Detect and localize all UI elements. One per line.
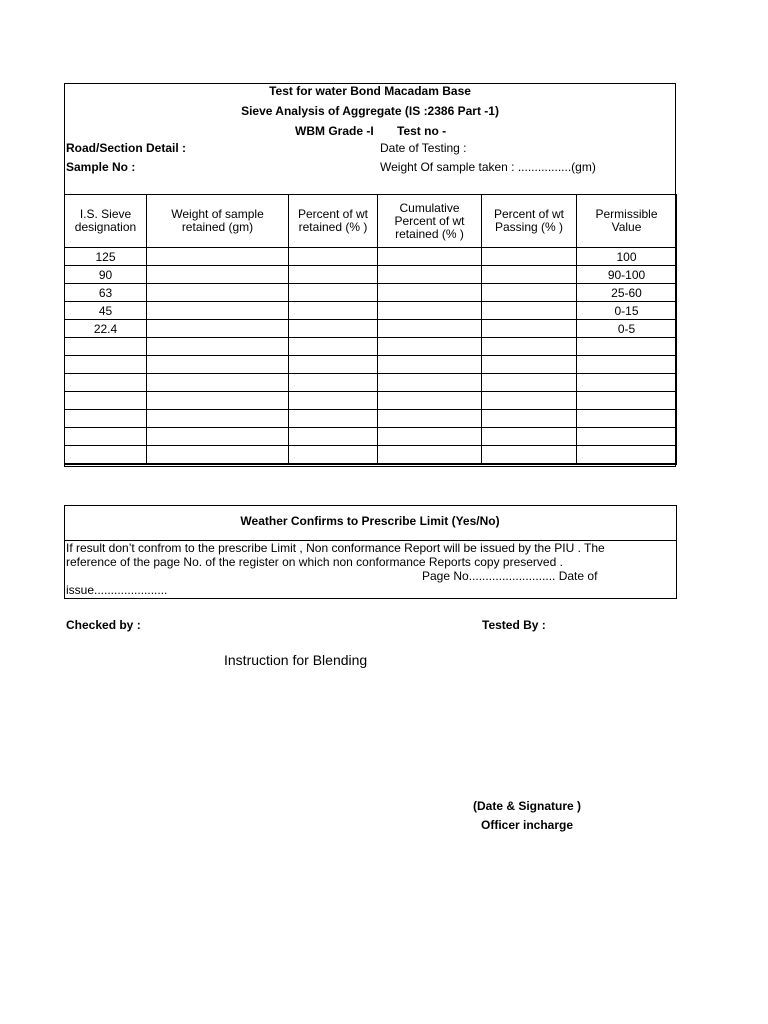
empty-cell[interactable]	[289, 392, 378, 410]
empty-cell[interactable]	[65, 392, 147, 410]
empty-cell[interactable]	[289, 374, 378, 392]
empty-cell[interactable]	[147, 338, 289, 356]
cumulative-cell[interactable]	[378, 302, 482, 320]
sieve-table	[64, 194, 677, 465]
table-header-row	[65, 195, 677, 248]
empty-cell[interactable]	[147, 446, 289, 465]
table-row	[65, 374, 677, 392]
col-permissible-value: Permissible Value	[577, 195, 677, 248]
col-cumulative-percent: Cumulative Percent of wt retained (% )	[378, 195, 482, 248]
instruction-heading: Instruction for Blending	[224, 652, 368, 668]
sieve-cell: 63	[65, 284, 147, 302]
form-title: Test for water Bond Macadam Base	[269, 84, 471, 98]
empty-cell[interactable]	[577, 356, 677, 374]
empty-cell[interactable]	[147, 428, 289, 446]
empty-cell[interactable]	[147, 374, 289, 392]
col-percent-passing: Percent of wt Passing (% )	[482, 195, 577, 248]
permissible-cell: 0-15	[577, 302, 677, 320]
empty-cell[interactable]	[378, 392, 482, 410]
permissible-cell: 0-5	[577, 320, 677, 338]
table-row	[65, 320, 677, 338]
permissible-cell: 100	[577, 248, 677, 266]
weight-cell[interactable]	[147, 266, 289, 284]
cumulative-cell[interactable]	[378, 284, 482, 302]
percent-retained-cell[interactable]	[289, 302, 378, 320]
table-row	[65, 428, 677, 446]
table-row	[65, 338, 677, 356]
empty-cell[interactable]	[577, 446, 677, 465]
empty-cell[interactable]	[65, 356, 147, 374]
tested-by-label: Tested By :	[482, 618, 546, 632]
empty-cell[interactable]	[482, 338, 577, 356]
empty-cell[interactable]	[147, 392, 289, 410]
empty-cell[interactable]	[482, 374, 577, 392]
weather-note-line2: reference of the page No. of the register on which non conformance Reports copy preserved .	[66, 555, 563, 569]
empty-cell[interactable]	[482, 356, 577, 374]
percent-retained-cell[interactable]	[289, 248, 378, 266]
passing-cell[interactable]	[482, 248, 577, 266]
empty-cell[interactable]	[65, 338, 147, 356]
empty-cell[interactable]	[147, 356, 289, 374]
passing-cell[interactable]	[482, 320, 577, 338]
form-subtitle: Sieve Analysis of Aggregate (IS :2386 Part -1)	[241, 104, 499, 118]
col-sieve-designation: I.S. Sieve designation	[65, 195, 147, 248]
empty-cell[interactable]	[577, 374, 677, 392]
table-row	[65, 392, 677, 410]
sieve-cell: 125	[65, 248, 147, 266]
table-row	[65, 266, 677, 284]
empty-cell[interactable]	[482, 428, 577, 446]
table-row	[65, 410, 677, 428]
sieve-cell: 22.4	[65, 320, 147, 338]
empty-cell[interactable]	[289, 338, 378, 356]
empty-cell[interactable]	[482, 410, 577, 428]
empty-cell[interactable]	[577, 428, 677, 446]
weight-of-sample-label: Weight Of sample taken : ................(gm)	[380, 160, 596, 174]
percent-retained-cell[interactable]	[289, 266, 378, 284]
empty-cell[interactable]	[289, 446, 378, 465]
percent-retained-cell[interactable]	[289, 284, 378, 302]
sieve-cell: 90	[65, 266, 147, 284]
empty-cell[interactable]	[378, 410, 482, 428]
weather-note-line4: issue......................	[66, 583, 168, 597]
empty-cell[interactable]	[378, 338, 482, 356]
empty-cell[interactable]	[577, 410, 677, 428]
weight-cell[interactable]	[147, 248, 289, 266]
empty-cell[interactable]	[482, 446, 577, 465]
empty-cell[interactable]	[65, 428, 147, 446]
empty-cell[interactable]	[289, 356, 378, 374]
sample-no-label: Sample No :	[66, 160, 136, 174]
cumulative-cell[interactable]	[378, 266, 482, 284]
cumulative-cell[interactable]	[378, 248, 482, 266]
weather-note-line3: Page No.......................... Date of	[422, 569, 598, 583]
empty-cell[interactable]	[378, 428, 482, 446]
weather-title: Weather Confirms to Prescribe Limit (Yes/No)	[240, 514, 500, 528]
weather-note-line1: If result don’t confrom to the prescribe Limit , Non conformance Report will be issued by the PIU . The	[66, 541, 605, 555]
date-signature-label: (Date & Signature )	[473, 799, 582, 813]
passing-cell[interactable]	[482, 284, 577, 302]
col-weight-retained: Weight of sample retained (gm)	[147, 195, 289, 248]
date-of-testing-label: Date of Testing :	[380, 141, 467, 155]
road-section-label: Road/Section Detail :	[66, 141, 187, 155]
empty-cell[interactable]	[577, 392, 677, 410]
weight-cell[interactable]	[147, 320, 289, 338]
table-row	[65, 356, 677, 374]
empty-cell[interactable]	[577, 338, 677, 356]
checked-by-label: Checked by :	[66, 618, 141, 632]
empty-cell[interactable]	[378, 446, 482, 465]
table-row	[65, 248, 677, 266]
empty-cell[interactable]	[147, 410, 289, 428]
empty-cell[interactable]	[378, 374, 482, 392]
wbm-grade: WBM Grade -I	[295, 124, 374, 138]
passing-cell[interactable]	[482, 266, 577, 284]
empty-cell[interactable]	[65, 446, 147, 465]
sieve-cell: 45	[65, 302, 147, 320]
empty-cell[interactable]	[378, 356, 482, 374]
permissible-cell: 25-60	[577, 284, 677, 302]
empty-cell[interactable]	[289, 410, 378, 428]
cumulative-cell[interactable]	[378, 320, 482, 338]
empty-cell[interactable]	[289, 428, 378, 446]
empty-cell[interactable]	[65, 410, 147, 428]
table-row	[65, 302, 677, 320]
weight-cell[interactable]	[147, 302, 289, 320]
empty-cell[interactable]	[65, 374, 147, 392]
table-row	[65, 446, 677, 465]
percent-retained-cell[interactable]	[289, 320, 378, 338]
table-row	[65, 284, 677, 302]
officer-incharge-label: Officer incharge	[481, 818, 574, 832]
empty-cell[interactable]	[482, 392, 577, 410]
col-percent-retained: Percent of wt retained (% )	[289, 195, 378, 248]
weight-cell[interactable]	[147, 284, 289, 302]
test-no: Test no -	[397, 124, 447, 138]
passing-cell[interactable]	[482, 302, 577, 320]
permissible-cell: 90-100	[577, 266, 677, 284]
